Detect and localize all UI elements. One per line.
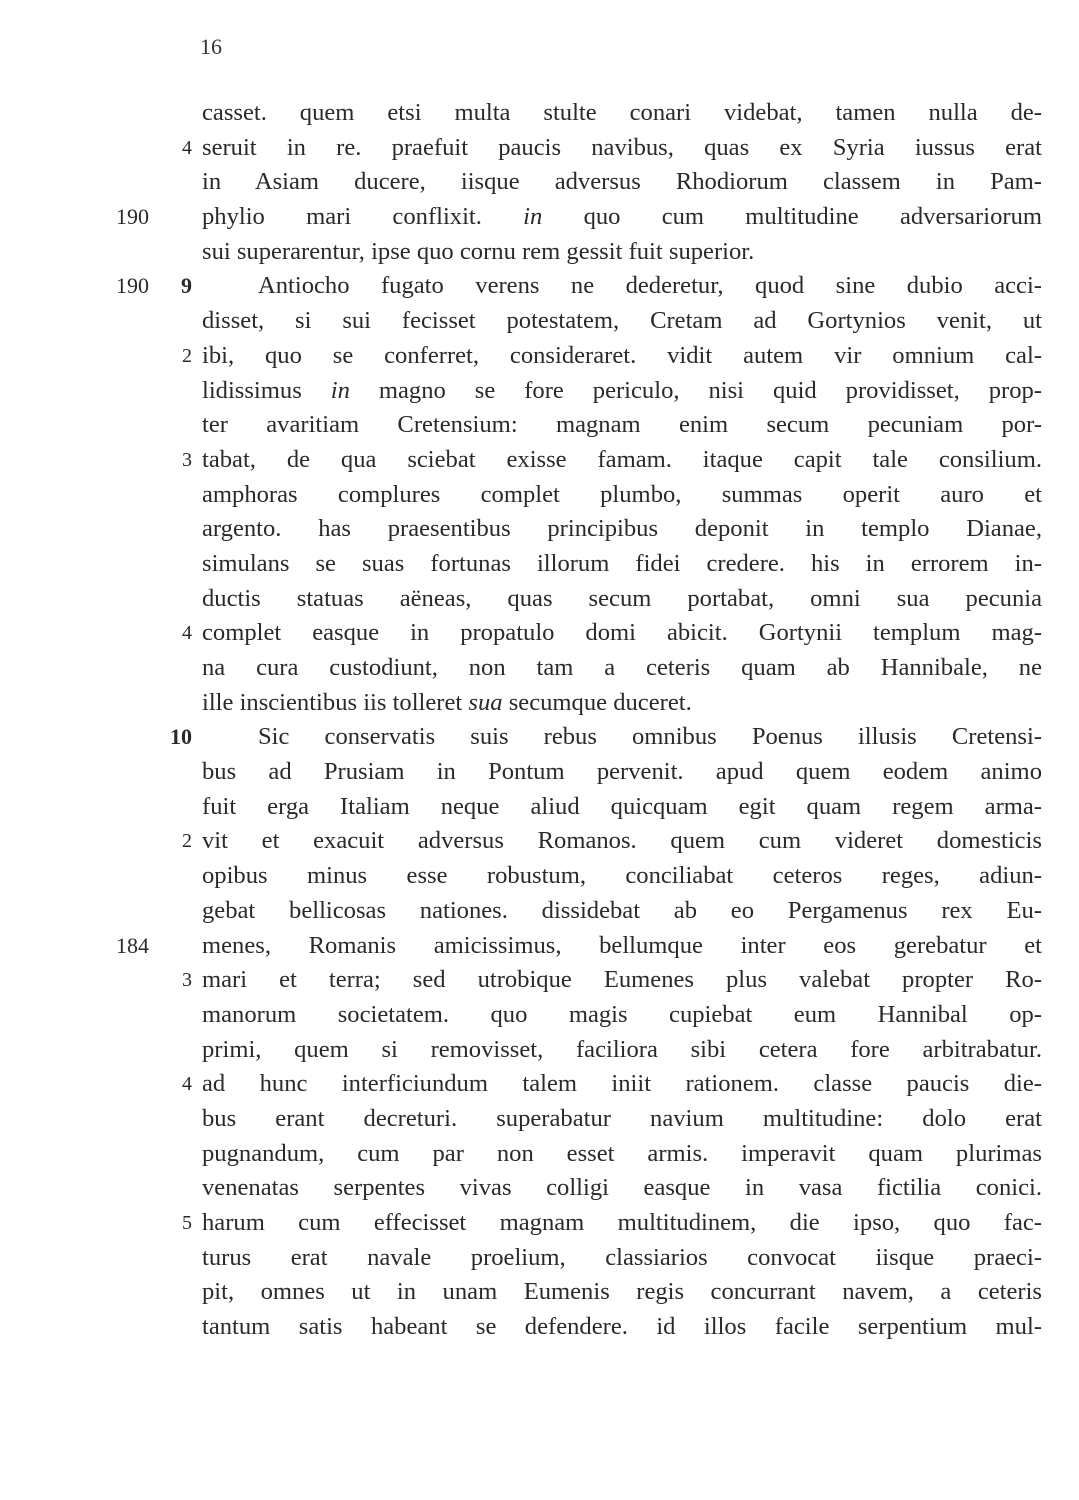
line-text: simulans se suas fortunas illorum fidei credere. his in errorem in- [202, 549, 1042, 577]
text-line [0, 443, 1079, 478]
text-line [0, 304, 1079, 339]
text-line [0, 998, 1079, 1033]
chapter-number: 9 [181, 273, 192, 299]
line-text: ductis statuas aëneas, quas secum portabat, omni sua pecunia [202, 584, 1042, 612]
line-text: amphoras complures complet plumbo, summas operit auro et [202, 480, 1042, 508]
text-line [0, 478, 1079, 513]
section-number: 4 [182, 1073, 192, 1096]
text-line [0, 1206, 1079, 1241]
line-text: menes, Romanis amicissimus, bellumque inter eos gerebatur et [202, 931, 1042, 959]
year-marker: 190 [116, 204, 149, 230]
line-text: mari et terra; sed utrobique Eumenes plus valebat propter Ro- [202, 966, 1042, 994]
text-line [0, 1137, 1079, 1172]
text-line [0, 1310, 1079, 1345]
text-block [0, 96, 1079, 1345]
line-text: ter avaritiam Cretensium: magnam enim secum pecuniam por- [202, 411, 1042, 439]
line-text: na cura custodiunt, non tam a ceteris quam ab Hannibale, ne [202, 654, 1042, 681]
line-text: pugnandum, cum par non esset armis. imperavit quam plurimas [202, 1139, 1042, 1167]
section-number: 2 [182, 344, 192, 367]
text-line [0, 651, 1079, 686]
line-text: sui superarentur, ipse quo cornu rem gessit fuit superior. [202, 237, 755, 265]
line-text: complet easque in propatulo domi abicit. Gortynii templum mag- [202, 619, 1042, 647]
text-line [0, 1241, 1079, 1276]
text-line [0, 1033, 1079, 1068]
text-line [0, 200, 1079, 235]
line-text: tabat, de qua sciebat exisse famam. itaque capit tale consilium. [202, 445, 1042, 473]
line-text: argento. has praesentibus principibus deponit in templo Dianae, [202, 515, 1042, 543]
section-number: 3 [182, 969, 192, 992]
line-text: vit et exacuit adversus Romanos. quem cum videret domesticis [202, 827, 1042, 855]
section-number: 4 [182, 622, 192, 645]
italic-word: in [330, 376, 350, 404]
line-text: gebat bellicosas nationes. dissidebat ab eo Pergamenus rex Eu- [202, 896, 1042, 924]
text-line [0, 859, 1079, 894]
text-line [0, 1171, 1079, 1206]
text-line [0, 755, 1079, 790]
line-text: ibi, quo se conferret, consideraret. vidit autem vir omnium cal- [202, 341, 1042, 369]
line-text: casset. quem etsi multa stulte conari videbat, tamen nulla de- [202, 99, 1042, 126]
line-text: manorum societatem. quo magis cupiebat eum Hannibal op- [202, 1000, 1042, 1028]
italic-word: in [523, 203, 543, 231]
section-number: 5 [182, 1212, 192, 1234]
line-text: phylio mari conflixit. in quo cum multitudine adversariorum [202, 203, 1042, 231]
text-line [0, 616, 1079, 651]
text-line [0, 686, 1079, 721]
line-text: turus erat navale proelium, classiarios convocat iisque praeci- [202, 1243, 1042, 1271]
text-line [0, 131, 1079, 166]
text-line [0, 582, 1079, 617]
text-line [0, 512, 1079, 547]
text-line [0, 339, 1079, 374]
line-text: fuit erga Italiam neque aliud quicquam egit quam regem arma- [202, 792, 1042, 820]
line-text: Sic conservatis suis rebus omnibus Poenus illusis Cretensi- [258, 723, 1042, 751]
text-line [0, 929, 1079, 964]
page-number: 16 [200, 34, 222, 59]
line-text: ad hunc interficiundum talem iniit rationem. classe paucis die- [202, 1070, 1042, 1098]
text-line [0, 408, 1079, 443]
text-line [0, 963, 1079, 998]
line-text: disset, si sui fecisset potestatem, Cretam ad Gortynios venit, ut [202, 307, 1042, 335]
year-marker: 190 [116, 273, 149, 299]
line-text: primi, quem si removisset, faciliora sibi cetera fore arbitrabatur. [202, 1035, 1042, 1063]
line-text: bus ad Prusiam in Pontum pervenit. apud quem eodem animo [202, 758, 1042, 786]
text-line [0, 1067, 1079, 1102]
text-line [0, 96, 1079, 131]
text-line [0, 547, 1079, 582]
line-text: tantum satis habeant se defendere. id illos facile serpentium mul- [202, 1313, 1042, 1341]
text-line [0, 1275, 1079, 1310]
text-line [0, 1102, 1079, 1137]
year-marker: 184 [116, 932, 149, 958]
line-text: in Asiam ducere, iisque adversus Rhodiorum classem in Pam- [202, 168, 1042, 196]
text-line [0, 165, 1079, 200]
line-text: ille inscientibus iis tolleret sua secumque duceret. [202, 688, 692, 716]
line-text: pit, omnes ut in unam Eumenis regis concurrant navem, a ceteris [202, 1278, 1042, 1306]
italic-word: sua [468, 688, 503, 716]
line-text: opibus minus esse robustum, conciliabat ceteros reges, adiun- [202, 862, 1042, 890]
line-text: harum cum effecisset magnam multitudinem, die ipso, quo fac- [202, 1209, 1042, 1236]
line-text: Antiocho fugato verens ne dederetur, quod sine dubio acci- [258, 272, 1042, 300]
section-number: 2 [182, 830, 192, 853]
line-text: bus erant decreturi. superabatur navium multitudine: dolo erat [202, 1104, 1042, 1132]
line-text: venenatas serpentes vivas colligi easque in vasa fictilia conici. [202, 1174, 1042, 1202]
chapter-number: 10 [170, 724, 192, 750]
text-line [0, 235, 1079, 270]
text-line [0, 269, 1079, 304]
text-line [0, 790, 1079, 825]
section-number: 3 [182, 448, 192, 471]
text-line [0, 894, 1079, 929]
text-line [0, 824, 1079, 859]
text-line [0, 720, 1079, 755]
line-text: seruit in re. praefuit paucis navibus, quas ex Syria iussus erat [202, 133, 1042, 161]
text-line [0, 374, 1079, 409]
section-number: 4 [182, 136, 192, 159]
line-text: lidissimus in magno se fore periculo, nisi quid providisset, prop- [202, 376, 1042, 404]
